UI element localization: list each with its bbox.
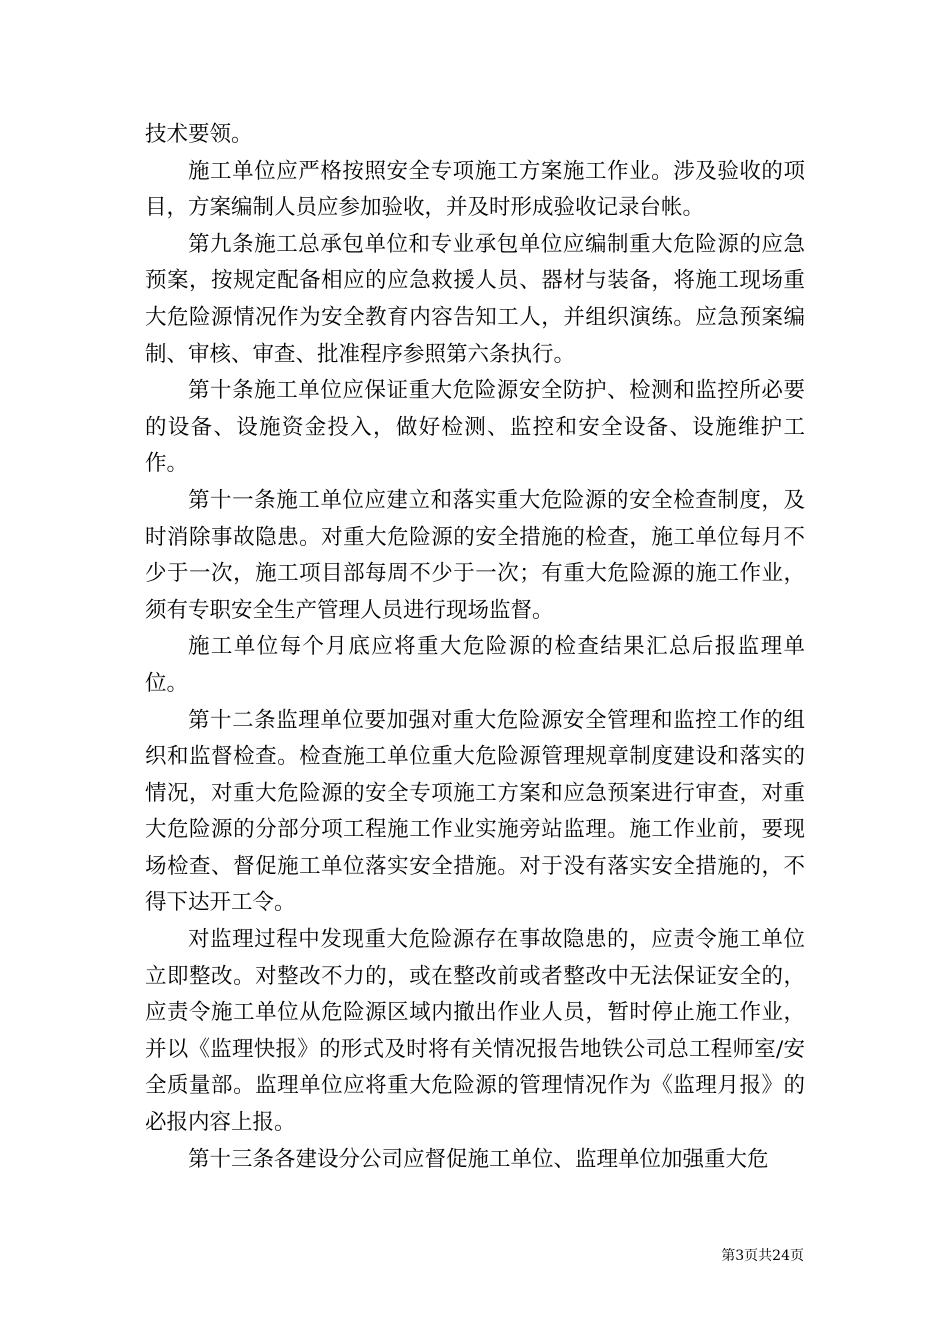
paragraph: 施工单位每个月底应将重大危险源的检查结果汇总后报监理单位。 xyxy=(145,634,805,696)
paragraph-article-13: 第十三条各建设分公司应督促施工单位、监理单位加强重大危 xyxy=(188,1146,769,1172)
page-number-footer: 第3页共24页 xyxy=(721,1248,804,1264)
paragraph-article-12: 第十二条监理单位要加强对重大危险源安全管理和监控工作的组织和监督检查。检查施工单位重大危险源管理规章制度建设和落实的情况，对重大危险源的安全专项施工方案和应急预案进行审查，对重大危险源的分部分项工程施工作业实施旁站监理。施工作业前，要现场检查、督促施工单位落实安全措施。对于没有落实安全措施的，不得下达开工令。 xyxy=(145,707,805,916)
paragraph-continuation: 技术要领。 xyxy=(145,122,253,147)
paragraph-article-10: 第十条施工单位应保证重大危险源安全防护、检测和监控所必要的设备、设施资金投入，做好检测、监控和安全设备、设施维护工作。 xyxy=(145,378,805,477)
paragraph-article-9: 第九条施工总承包单位和专业承包单位应编制重大危险源的应急预案，按规定配备相应的应急救援人员、器材与装备，将施工现场重大危险源情况作为安全教育内容告知工人，并组织演练。应急预案编制、审核、审查、批准程序参照第六条执行。 xyxy=(145,231,805,367)
document-body xyxy=(145,117,805,1178)
paragraph: 施工单位应严格按照安全专项施工方案施工作业。涉及验收的项目，方案编制人员应参加验收，并及时形成验收记录台帐。 xyxy=(145,158,805,221)
paragraph-article-11: 第十一条施工单位应建立和落实重大危险源的安全检查制度，及时消除事故隐患。对重大危险源的安全措施的检查，施工单位每月不少于一次，施工项目部每周不少于一次；有重大危险源的施工作业，须有专职安全生产管理人员进行现场监督。 xyxy=(145,487,805,623)
paragraph: 对监理过程中发现重大危险源存在事故隐患的，应责令施工单位立即整改。对整改不力的，或在整改前或者整改中无法保证安全的，应责令施工单位从危险源区域内撤出作业人员，暂时停止施工作业，并以《监理快报》的形式及时将有关情况报告地铁公司总工程师室/安全质量部。监理单位应将重大危险源的管理情况作为《监理月报》的必报内容上报。 xyxy=(145,927,805,1136)
